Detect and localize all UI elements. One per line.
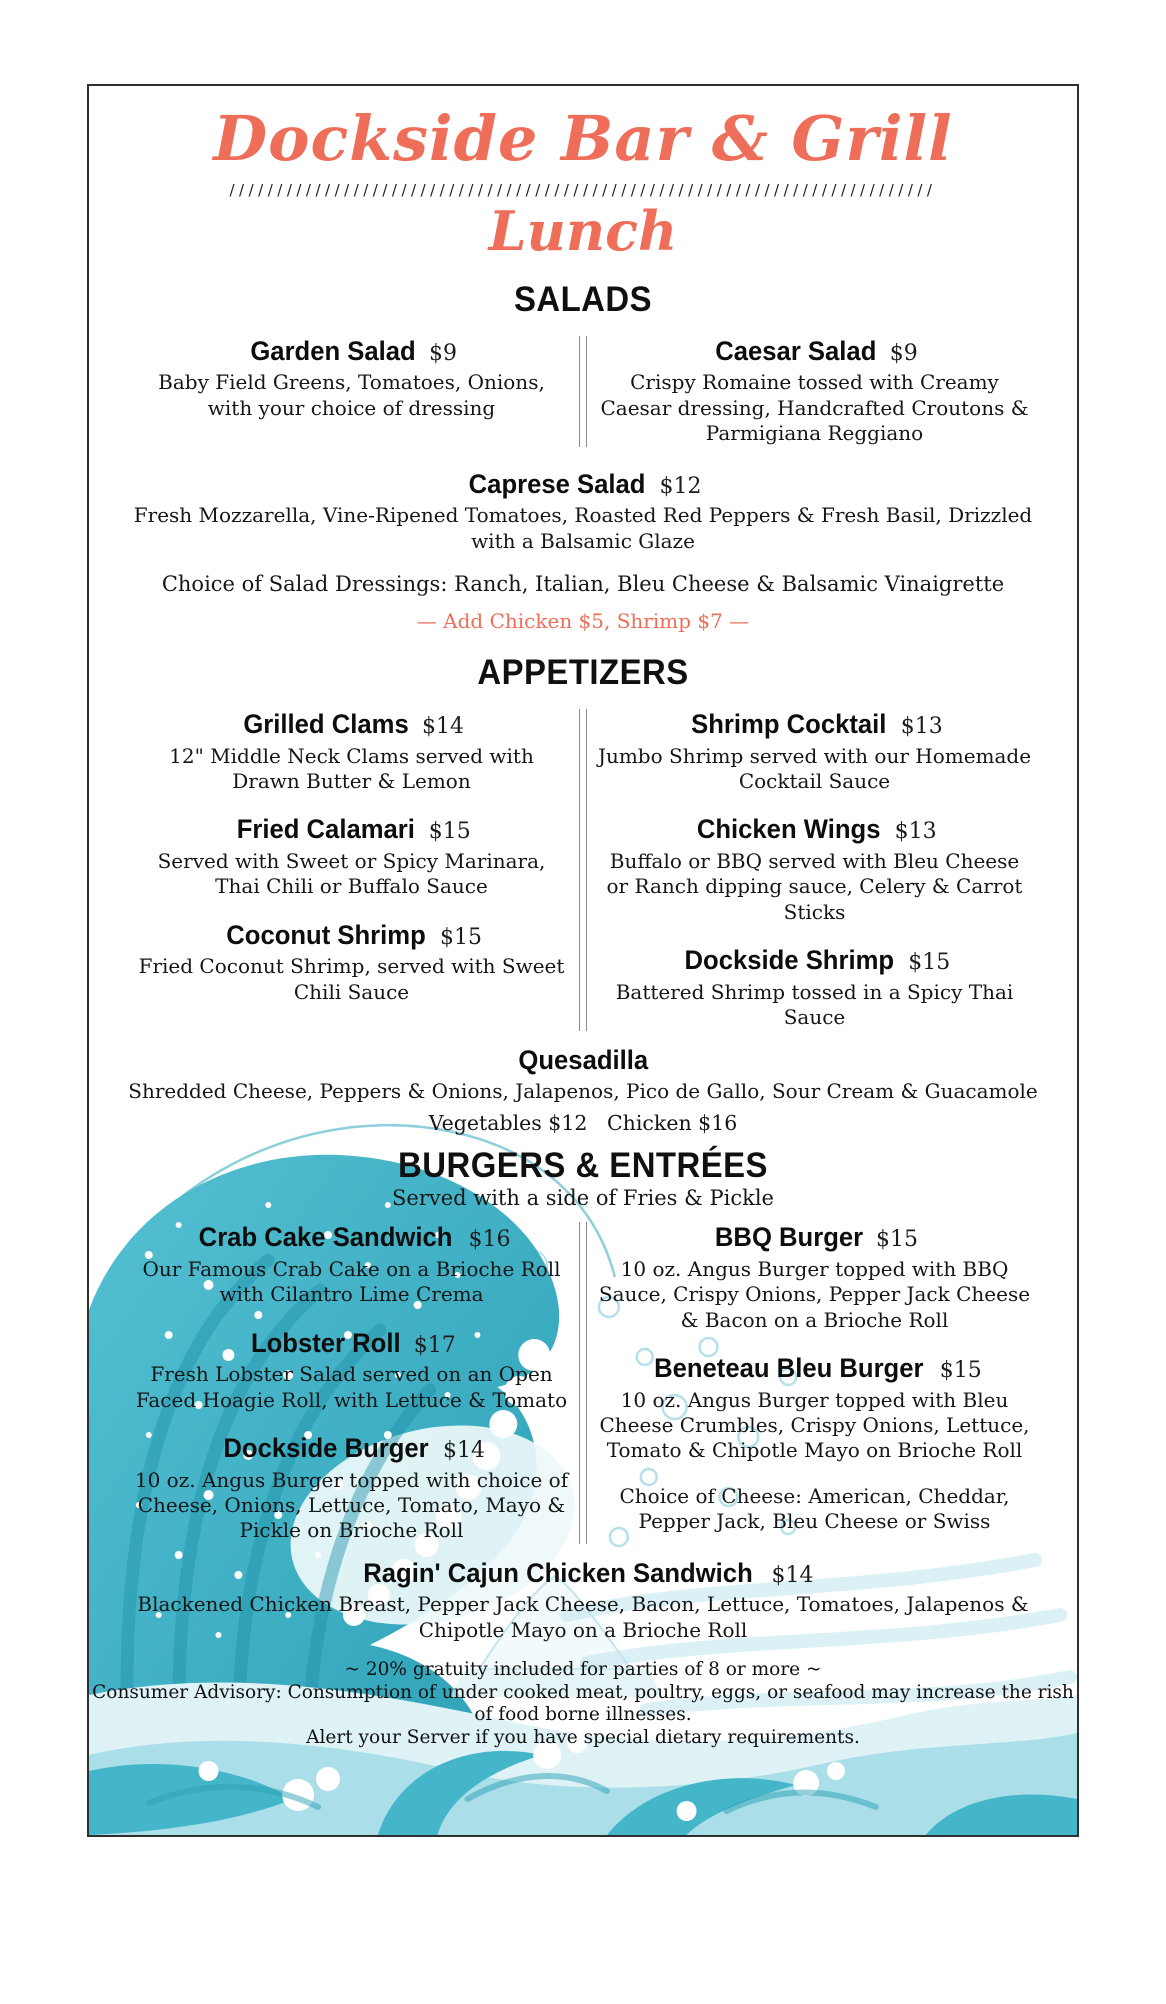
menu-item-desc: Served with Sweet or Spicy Marinara, Thai Chili or Buffalo Sauce bbox=[157, 849, 546, 899]
menu-item-name: Beneteau Bleu Burger bbox=[654, 1353, 924, 1384]
menu-item-price: $15 bbox=[428, 819, 471, 845]
menu-item-desc: Fried Coconut Shrimp, served with Sweet Chili Sauce bbox=[138, 954, 565, 1004]
appetizers-right-column bbox=[588, 709, 1041, 1031]
menu-item-price: $17 bbox=[413, 1332, 456, 1358]
menu-item-beneteau-bleu-burger bbox=[596, 1353, 1033, 1464]
menu-item-desc: Baby Field Greens, Tomatoes, Onions, with your choice of dressing bbox=[158, 370, 545, 420]
burgers-left-column bbox=[125, 1222, 578, 1544]
menu-item-desc: 10 oz. Angus Burger topped with choice of Cheese, Onions, Lettuce, Tomato, Mayo & Pickle on Brioche Roll bbox=[134, 1467, 569, 1543]
menu-item-name: Garden Salad bbox=[250, 335, 416, 366]
menu-item-name: Coconut Shrimp bbox=[226, 919, 426, 950]
menu-item-desc: Battered Shrimp tossed in a Spicy Thai Sauce bbox=[615, 979, 1014, 1030]
menu-item-price: $9 bbox=[889, 340, 918, 366]
dressings-note: Choice of Salad Dressings: Ranch, Italian, Bleu Cheese & Balsamic Vinaigrette bbox=[161, 571, 1005, 596]
cheese-note: Choice of Cheese: American, Cheddar, Pepper Jack, Bleu Cheese or Swiss bbox=[619, 1483, 1010, 1534]
addons-note: — Add Chicken $5, Shrimp $7 — bbox=[416, 608, 750, 633]
menu-item-garden-salad bbox=[133, 336, 570, 421]
menu-item-dockside-shrimp bbox=[596, 945, 1033, 1030]
menu-item-name: Dockside Shrimp bbox=[684, 945, 894, 976]
menu-item-fried-calamari bbox=[133, 814, 570, 899]
gratuity-note: ~ 20% gratuity included for parties of 8 or more ~ bbox=[344, 1659, 822, 1681]
menu-item-name: Shrimp Cocktail bbox=[691, 708, 887, 739]
menu-item-desc: Jumbo Shrimp served with our Homemade Cocktail Sauce bbox=[597, 743, 1032, 793]
menu-item-name: Quesadilla bbox=[518, 1044, 648, 1075]
menu-item-desc: Fresh Mozzarella, Vine-Ripened Tomatoes, Roasted Red Peppers & Fresh Basil, Drizzled with a Balsamic Glaze bbox=[133, 503, 1033, 553]
menu-item-desc: 10 oz. Angus Burger topped with Bleu Cheese Crumbles, Crispy Onions, Lettuce, Tomato & Chipotle Mayo on Brioche Roll bbox=[599, 1387, 1030, 1463]
consumer-advisory: Consumer Advisory: Consumption of under cooked meat, poultry, eggs, or seafood may increase the rish of food borne illnesses. bbox=[92, 1681, 1074, 1726]
menu-item-desc: 10 oz. Angus Burger topped with BBQ Sauce, Crispy Onions, Pepper Jack Cheese & Bacon on a Brioche Roll bbox=[598, 1256, 1031, 1332]
burgers-right-column bbox=[588, 1222, 1041, 1544]
column-divider bbox=[579, 336, 587, 447]
menu-item-name: Grilled Clams bbox=[243, 708, 409, 739]
menu-item-ragin-cajun-chicken-sandwich bbox=[133, 1558, 1033, 1643]
appetizers-columns bbox=[125, 709, 1041, 1031]
menu-item-name: BBQ Burger bbox=[714, 1222, 864, 1253]
column-divider bbox=[579, 1222, 587, 1544]
menu-item-coconut-shrimp bbox=[133, 920, 570, 1005]
menu-content bbox=[89, 86, 1077, 1750]
section-heading-burgers: BURGERS & ENTRÉES bbox=[398, 1146, 768, 1186]
menu-item-desc: Buffalo or BBQ served with Bleu Cheese or Ranch dipping sauce, Celery & Carrot Sticks bbox=[606, 849, 1023, 924]
dietary-note: Alert your Server if you have special dietary requirements. bbox=[306, 1726, 860, 1748]
menu-item-quesadilla bbox=[128, 1045, 1038, 1137]
menu-item-name: Caprese Salad bbox=[469, 468, 646, 499]
menu-item-desc: Fresh Lobster Salad served on an Open Faced Hoagie Roll, with Lettuce & Tomato bbox=[135, 1362, 568, 1412]
menu-item-crab-cake-sandwich bbox=[133, 1222, 570, 1307]
menu-item-name: Chicken Wings bbox=[697, 814, 881, 845]
menu-item-price: $13 bbox=[894, 819, 937, 845]
menu-item-price: $15 bbox=[876, 1227, 918, 1253]
menu-item-price: $15 bbox=[908, 950, 951, 976]
menu-item-price: $15 bbox=[939, 1358, 982, 1384]
menu-item-bbq-burger bbox=[596, 1222, 1033, 1333]
salads-left-column bbox=[125, 336, 578, 447]
restaurant-title: Dockside Bar & Grill bbox=[213, 102, 953, 175]
menu-item-caprese-salad bbox=[128, 469, 1038, 554]
burgers-columns bbox=[125, 1222, 1041, 1544]
menu-item-name: Ragin' Cajun Chicken Sandwich bbox=[362, 1557, 753, 1588]
salads-columns bbox=[125, 336, 1041, 447]
menu-subtitle: Lunch bbox=[488, 199, 678, 264]
menu-item-name: Caesar Salad bbox=[715, 335, 877, 366]
section-heading-appetizers: APPETIZERS bbox=[477, 652, 689, 692]
menu-item-desc: Blackened Chicken Breast, Pepper Jack Cheese, Bacon, Lettuce, Tomatoes, Jalapenos & Chipotle Mayo on a Brioche Roll bbox=[137, 1592, 1029, 1642]
menu-item-name: Lobster Roll bbox=[251, 1327, 401, 1358]
menu-item-shrimp-cocktail bbox=[596, 709, 1033, 794]
menu-item-name: Dockside Burger bbox=[223, 1433, 429, 1464]
menu-item-price: $12 bbox=[659, 473, 702, 499]
menu-item-price: $14 bbox=[771, 1562, 814, 1588]
menu-item-price: $16 bbox=[468, 1227, 511, 1253]
menu-item-price: $14 bbox=[422, 713, 465, 739]
footer-notes bbox=[89, 1659, 1077, 1749]
menu-item-desc: Our Famous Crab Cake on a Brioche Roll with Cilantro Lime Crema bbox=[142, 1256, 561, 1307]
menu-item-dockside-burger bbox=[133, 1433, 570, 1544]
salads-right-column bbox=[588, 336, 1041, 447]
menu-item-caesar-salad bbox=[596, 336, 1033, 447]
section-heading-salads: SALADS bbox=[513, 279, 653, 319]
menu-item-grilled-clams bbox=[133, 709, 570, 794]
menu-item-price: $15 bbox=[440, 924, 482, 950]
menu-item-name: Fried Calamari bbox=[236, 814, 416, 845]
menu-frame bbox=[87, 84, 1079, 1837]
menu-item-desc: 12" Middle Neck Clams served with Drawn Butter & Lemon bbox=[169, 743, 534, 793]
menu-item-price: $13 bbox=[900, 713, 943, 739]
menu-item-chicken-wings bbox=[596, 814, 1033, 925]
appetizers-left-column bbox=[125, 709, 578, 1031]
menu-item-price: $9 bbox=[429, 340, 458, 366]
menu-item-desc: Crispy Romaine tossed with Creamy Caesar dressing, Handcrafted Croutons & Parmigiana Reggiano bbox=[600, 370, 1029, 446]
menu-item-desc: Shredded Cheese, Peppers & Onions, Jalapenos, Pico de Gallo, Sour Cream & Guacamole bbox=[128, 1078, 1038, 1103]
menu-item-price: $14 bbox=[443, 1438, 486, 1464]
menu-item-lobster-roll bbox=[133, 1328, 570, 1413]
burgers-subheading: Served with a side of Fries & Pickle bbox=[392, 1186, 774, 1211]
quesadilla-variants: Vegetables $12 Chicken $16 bbox=[428, 1111, 738, 1136]
slash-divider: ////////////////////////////////////////////////////////////////////////// bbox=[229, 181, 937, 200]
menu-item-name: Crab Cake Sandwich bbox=[199, 1222, 453, 1253]
column-divider bbox=[579, 709, 587, 1031]
